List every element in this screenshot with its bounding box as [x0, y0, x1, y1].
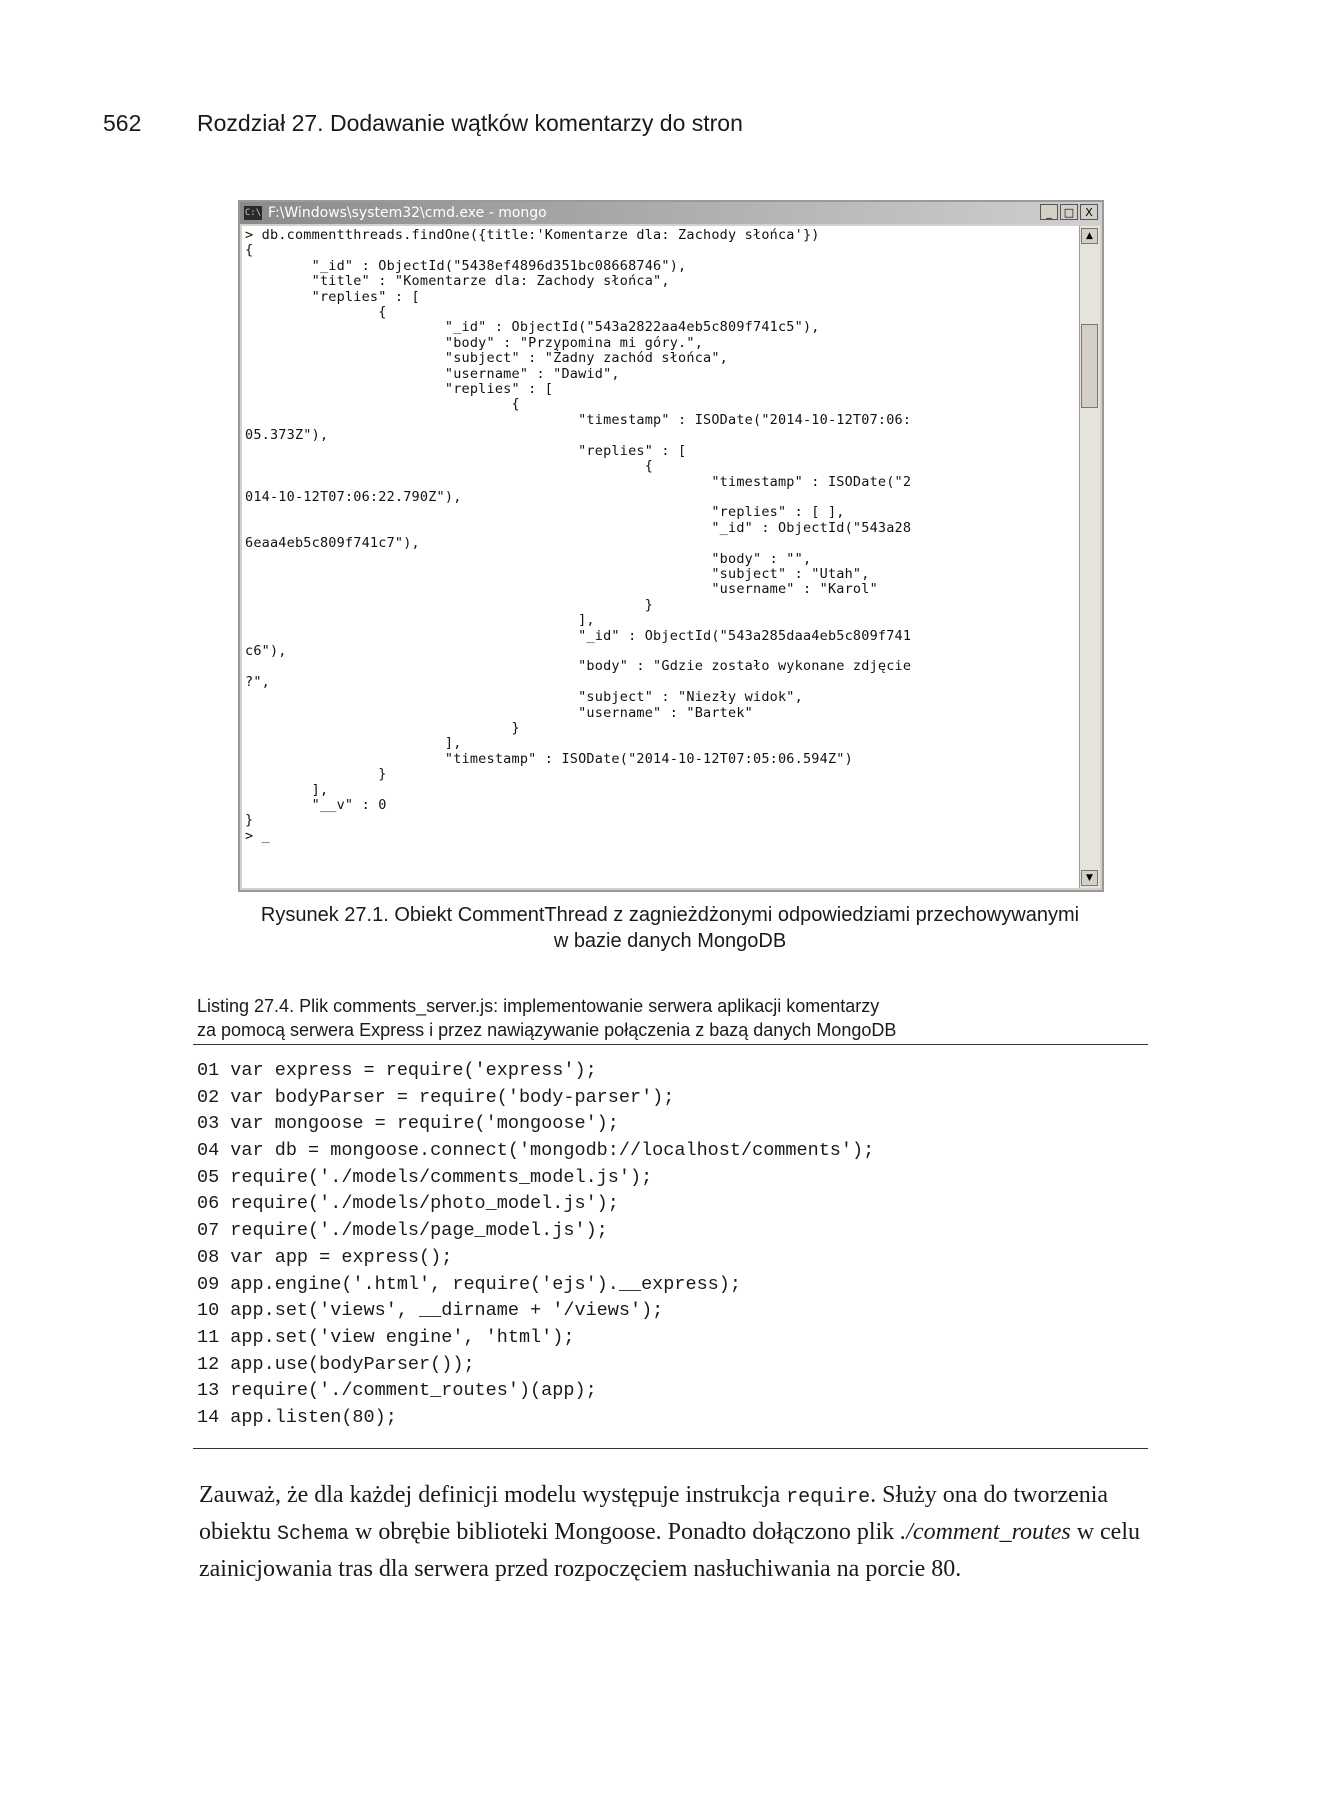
body-paragraph: [199, 1478, 1149, 1586]
console-line: "timestamp" : ISODate("2: [245, 473, 912, 490]
console-line: "replies" : [: [245, 442, 687, 459]
console-scrollbar: [1079, 226, 1100, 888]
code-line: 11 app.set('view engine', 'html');: [197, 1326, 575, 1348]
code-line: 05 require('./models/comments_model.js');: [197, 1166, 653, 1188]
console-line: {: [245, 458, 654, 475]
console-line: }: [245, 596, 654, 613]
console-line: 6eaa4eb5c809f741c7"),: [245, 535, 420, 552]
code-line: 04 var db = mongoose.connect('mongodb://localhost/comments');: [197, 1140, 875, 1162]
console-line: "replies" : [ ],: [245, 504, 845, 521]
code-line: 02 var bodyParser = require('body-parser');: [197, 1086, 675, 1108]
console-line: > db.commentthreads.findOne({title:'Komentarze dla: Zachody słońca'}): [245, 227, 820, 243]
code-line: 13 require('./comment_routes')(app);: [197, 1380, 597, 1402]
console-window-screenshot: [238, 200, 1104, 892]
console-line: ],: [245, 781, 329, 798]
file-path: ./comment_routes: [900, 1519, 1071, 1545]
console-line: "_id" : ObjectId("543a285daa4eb5c809f741: [245, 627, 912, 644]
caption-line: Rysunek 27.1. Obiekt CommentThread z zagnieżdżonymi odpowiedziami przechowywanymi: [260, 904, 1080, 926]
console-line: 014-10-12T07:06:22.790Z"),: [245, 488, 462, 505]
inline-code: require: [786, 1486, 871, 1509]
scroll-down-arrow-icon: ▼: [1081, 870, 1098, 886]
console-line: "_id" : ObjectId("543a28: [245, 519, 912, 536]
listing-title-line: Listing 27.4. Plik comments_server.js: implementowanie serwera aplikacji komentarzy: [197, 996, 880, 1016]
console-window-title: F:\Windows\system32\cmd.exe - mongo: [268, 205, 547, 221]
console-line: {: [245, 304, 387, 321]
code-line: 08 var app = express();: [197, 1246, 453, 1268]
console-line: }: [245, 766, 387, 783]
console-line: "body" : "Gdzie zostało wykonane zdjęcie: [245, 658, 912, 675]
console-titlebar: [240, 202, 1102, 224]
console-line: "replies" : [: [245, 381, 554, 398]
console-line: {: [245, 396, 520, 413]
console-text: [242, 226, 1080, 844]
console-line: }: [245, 720, 520, 736]
caption-line: w bazie danych MongoDB: [553, 930, 787, 952]
listing-bottom-rule: [193, 1448, 1148, 1449]
console-output: [242, 226, 1080, 888]
console-line: "username" : "Karol": [245, 581, 878, 598]
console-line: "username" : "Bartek": [245, 704, 753, 721]
figure-caption: [150, 902, 1190, 954]
scroll-up-arrow-icon: ▲: [1081, 228, 1098, 244]
console-line: "username" : "Dawid",: [245, 365, 620, 382]
inline-code: Schema: [277, 1523, 350, 1546]
paragraph-text: w celu zainicjowania tras dla serwera przed rozpoczęciem nasłuchiwania na porcie 80.: [199, 1519, 1140, 1582]
code-line: 06 require('./models/photo_model.js');: [197, 1193, 619, 1215]
chapter-title: Rozdział 27. Dodawanie wątków komentarzy do stron: [197, 110, 743, 136]
console-line: ?",: [245, 673, 270, 690]
console-line: }: [245, 812, 254, 829]
console-line: ],: [245, 612, 595, 629]
code-line: 09 app.engine('.html', require('ejs').__express);: [197, 1273, 741, 1295]
console-line: {: [245, 242, 254, 259]
console-line: "_id" : ObjectId("5438ef4896d351bc08668746"),: [245, 257, 687, 274]
listing-title-line: za pomocą serwera Express i przez nawiązywanie połączenia z bazą danych MongoDB: [197, 1020, 897, 1040]
console-line: "body" : "",: [245, 550, 812, 567]
console-line: "subject" : "Żadny zachód słońca",: [245, 350, 729, 367]
console-line: c6"),: [245, 642, 287, 659]
paragraph-text: Zauważ, że dla każdej definicji modelu występuje instrukcja: [199, 1482, 787, 1508]
console-line: "subject" : "Utah",: [245, 565, 870, 582]
console-line: "subject" : "Niezły widok",: [245, 689, 803, 706]
console-line: > _: [245, 827, 270, 844]
console-line: "timestamp" : ISODate("2014-10-12T07:06:: [245, 411, 912, 428]
code-line: 01 var express = require('express');: [197, 1060, 597, 1081]
paragraph-text: . Służy ona do tworzenia obiektu: [199, 1482, 1109, 1545]
console-line: "timestamp" : ISODate("2014-10-12T07:05:06.594Z"): [245, 750, 853, 767]
code-line: 10 app.set('views', __dirname + '/views');: [197, 1300, 664, 1322]
code-line: 07 require('./models/page_model.js');: [197, 1220, 608, 1242]
scroll-thumb: [1081, 324, 1098, 408]
console-line: "title" : "Komentarze dla: Zachody słońca",: [245, 273, 670, 290]
code-listing: [197, 1058, 874, 1432]
listing-top-rule: [193, 1044, 1148, 1045]
code-line: 14 app.listen(80);: [197, 1406, 397, 1428]
console-line: "body" : "Przypomina mi góry.",: [245, 334, 704, 351]
console-line: "__v" : 0: [245, 797, 387, 814]
code-line: 03 var mongoose = require('mongoose');: [197, 1113, 619, 1135]
window-controls: [1040, 204, 1098, 220]
close-icon: X: [1080, 204, 1098, 220]
console-line: "_id" : ObjectId("543a2822aa4eb5c809f741c5"),: [245, 319, 820, 336]
page-header: [103, 110, 743, 137]
listing-title: [197, 994, 1157, 1042]
paragraph-text: w obrębie biblioteki Mongoose. Ponadto dołączono plik: [349, 1519, 901, 1545]
console-line: 05.373Z"),: [245, 427, 329, 444]
page-number: 562: [103, 110, 142, 136]
console-line: ],: [245, 735, 462, 752]
console-line: "replies" : [: [245, 288, 420, 305]
minimize-icon: _: [1040, 204, 1058, 220]
console-icon: C:\: [244, 208, 262, 218]
maximize-icon: □: [1060, 204, 1078, 220]
code-line: 12 app.use(bodyParser());: [197, 1353, 475, 1375]
